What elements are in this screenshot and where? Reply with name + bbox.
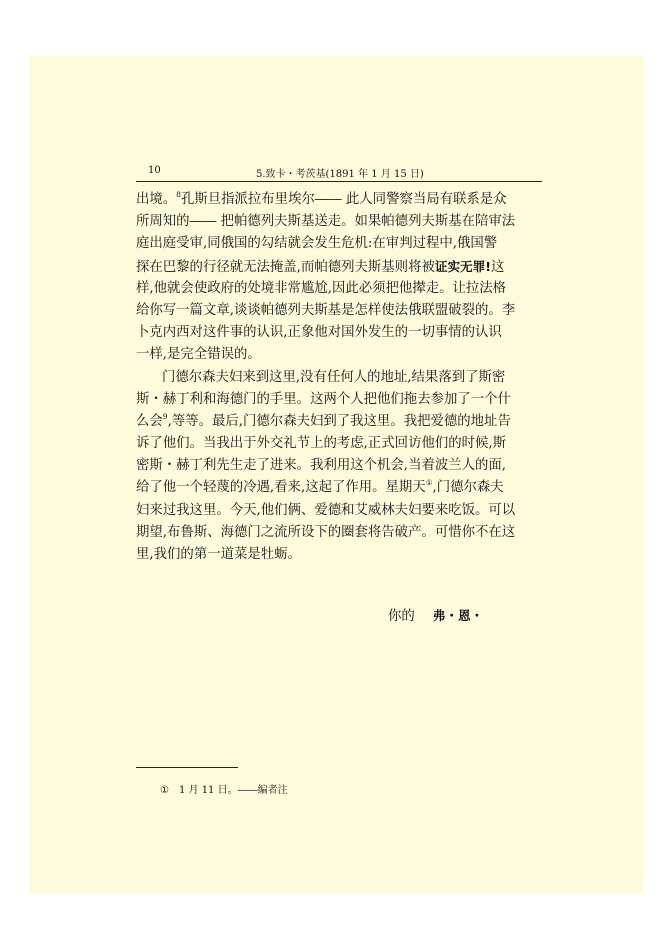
header-rule	[136, 181, 542, 182]
body-line: 出境。$^8$孔斯旦指派拉布里埃尔―― 此人同警察当局有联系是众	[136, 190, 507, 207]
footnote-mark: ①	[160, 785, 169, 796]
running-title: 5.致卡・考茨基(1891 年 1 月 15 日)	[256, 169, 424, 180]
body-line: 探在巴黎的行径就无法掩盖,而帕德列夫斯基则将被证实无罪!这	[136, 258, 505, 275]
body-line: 密斯・赫丁利先生走了进来。我利用这个机会,当着波兰人的面,	[136, 458, 507, 474]
body-line: 给你写一篇文章,谈谈帕德列夫斯基是怎样使法俄联盟破裂的。李	[136, 302, 516, 318]
footnote	[160, 781, 288, 796]
body-line: 卜克内西对这件事的认识,正象他对国外发生的一切事情的认识	[136, 325, 502, 341]
body-line: 庭出庭受审,同俄国的勾结就会发生危机:在审判过程中,俄国警	[136, 236, 498, 252]
signature-closing: 你的	[388, 609, 415, 624]
body-line: 斯・赫丁利和海德门的手里。这两个人把他们拖去参加了一个什	[136, 391, 511, 407]
body-line: 么会$^9$,等等。最后,门德尔森夫妇到了我这里。我把爱德的地址告	[136, 411, 511, 429]
note-ref[interactable]: 8	[176, 190, 181, 199]
body-line: 妇来过我这里。今天,他们俩、爱德和艾威林夫妇要来吃饭。可以	[136, 502, 516, 518]
emphasis-text: 证实无罪!	[434, 258, 491, 274]
body-line: 一样,是完全错误的。	[136, 347, 261, 363]
running-header	[136, 163, 542, 181]
body-line: 样,他就会使政府的处境非常尴尬,因此必须把他撵走。让拉法格	[136, 280, 507, 296]
signature	[388, 605, 483, 624]
body-line: 诉了他们。当我出于外交礼节上的考虑,正式回访他们的时候,斯	[136, 436, 507, 452]
body-line: 里,我们的第一道菜是牡蛎。	[136, 547, 301, 562]
letter-body	[136, 189, 546, 566]
page-number: 10	[148, 165, 161, 176]
body-line: 门德尔森夫妇来到这里,没有任何人的地址,结果落到了斯密	[162, 369, 506, 385]
note-ref[interactable]: 9	[162, 411, 168, 421]
body-line: 所周知的―― 把帕德列夫斯基送走。如果帕德列夫斯基在陪审法	[136, 214, 516, 230]
body-line: 给了他一个轻蔑的冷遇,看来,这起了作用。星期天①,门德尔森夫	[136, 478, 504, 496]
footnote-ref[interactable]: ①	[425, 478, 433, 488]
footnote-rule	[136, 767, 238, 768]
signature-name: 弗・恩・	[432, 608, 484, 623]
footnote-text: 1 月 11 日。――编者注	[178, 785, 288, 796]
body-line: 期望,布鲁斯、海德门之流所设下的圈套将告破产。可惜你不在这	[136, 524, 516, 540]
